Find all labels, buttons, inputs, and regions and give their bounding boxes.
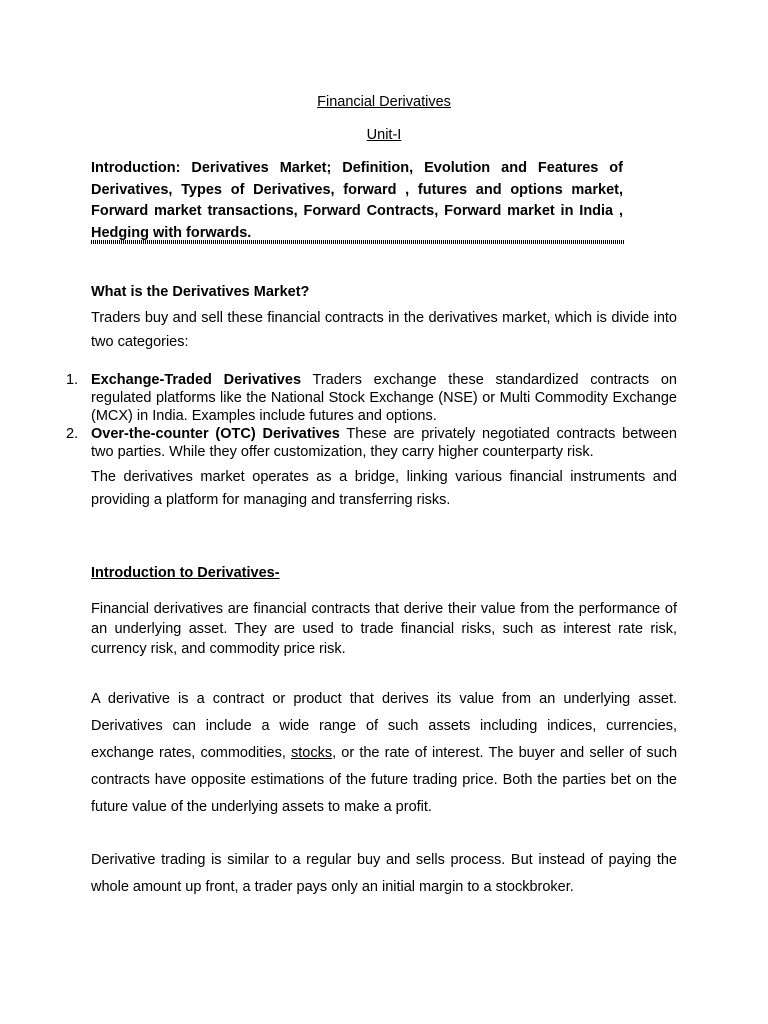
definition-text-end: , or the rate of interest. The buyer and seller of such contracts have opposite estimations of the future trading price. Both the parties bet on the future value of the underlying assets to make a profit.: [91, 745, 678, 815]
list-text: These are privately negotiated contracts between two parties. While they offer customization, they carry higher counterparty risk.: [91, 426, 677, 460]
list-item: [66, 425, 677, 461]
intro-paragraph: Introduction: Derivatives Market; Definition, Evolution and Features of Derivatives, Types of Derivatives, forward , futures and options market, Forward market transactions, Forward Contracts, Forward market in India , Hedging with forwards.: [91, 160, 623, 241]
section-heading-intro-derivatives: Introduction to Derivatives-: [91, 565, 280, 581]
categories-list: [66, 371, 677, 461]
intro-divider: [91, 240, 624, 244]
stocks-link[interactable]: stocks: [291, 745, 333, 761]
list-text: Traders exchange these standardized contracts on regulated platforms like the National Stock Exchange (NSE) or Multi Commodity Exchange (MCX) in India. Examples include futures and options.: [91, 372, 677, 424]
unit-heading: Unit-I: [366, 127, 402, 143]
list-item: [66, 371, 677, 425]
definition-text-start: A derivative is a contract or product that derives its value from an underlying asset. Derivatives can include a wide range of such assets including indices, currencies, exchange rates, commodities,: [91, 691, 677, 761]
derivative-trading-paragraph: Derivative trading is similar to a regular buy and sells process. But instead of paying the whole amount up front, a trader pays only an initial margin to a stockbroker.: [91, 852, 677, 895]
document-title: Financial Derivatives: [317, 94, 451, 110]
list-term: Exchange-Traded Derivatives: [91, 372, 302, 388]
financial-derivatives-paragraph: Financial derivatives are financial contracts that derive their value from the performance of an underlying asset. They are used to trade financial risks, such as interest rate risk, currency risk, and commodity price risk.: [91, 601, 677, 657]
section-heading-derivatives-market: What is the Derivatives Market?: [91, 284, 310, 300]
list-term: Over-the-counter (OTC) Derivatives: [91, 426, 340, 442]
derivative-definition-paragraph: [91, 686, 677, 821]
list-number: 2.: [66, 426, 79, 442]
list-number: 1.: [66, 372, 79, 388]
categories-paragraph: Traders buy and sell these financial contracts in the derivatives market, which is divide into two categories:: [91, 310, 677, 350]
market-bridge-paragraph: The derivatives market operates as a bridge, linking various financial instruments and providing a platform for managing and transferring risks.: [91, 469, 677, 508]
